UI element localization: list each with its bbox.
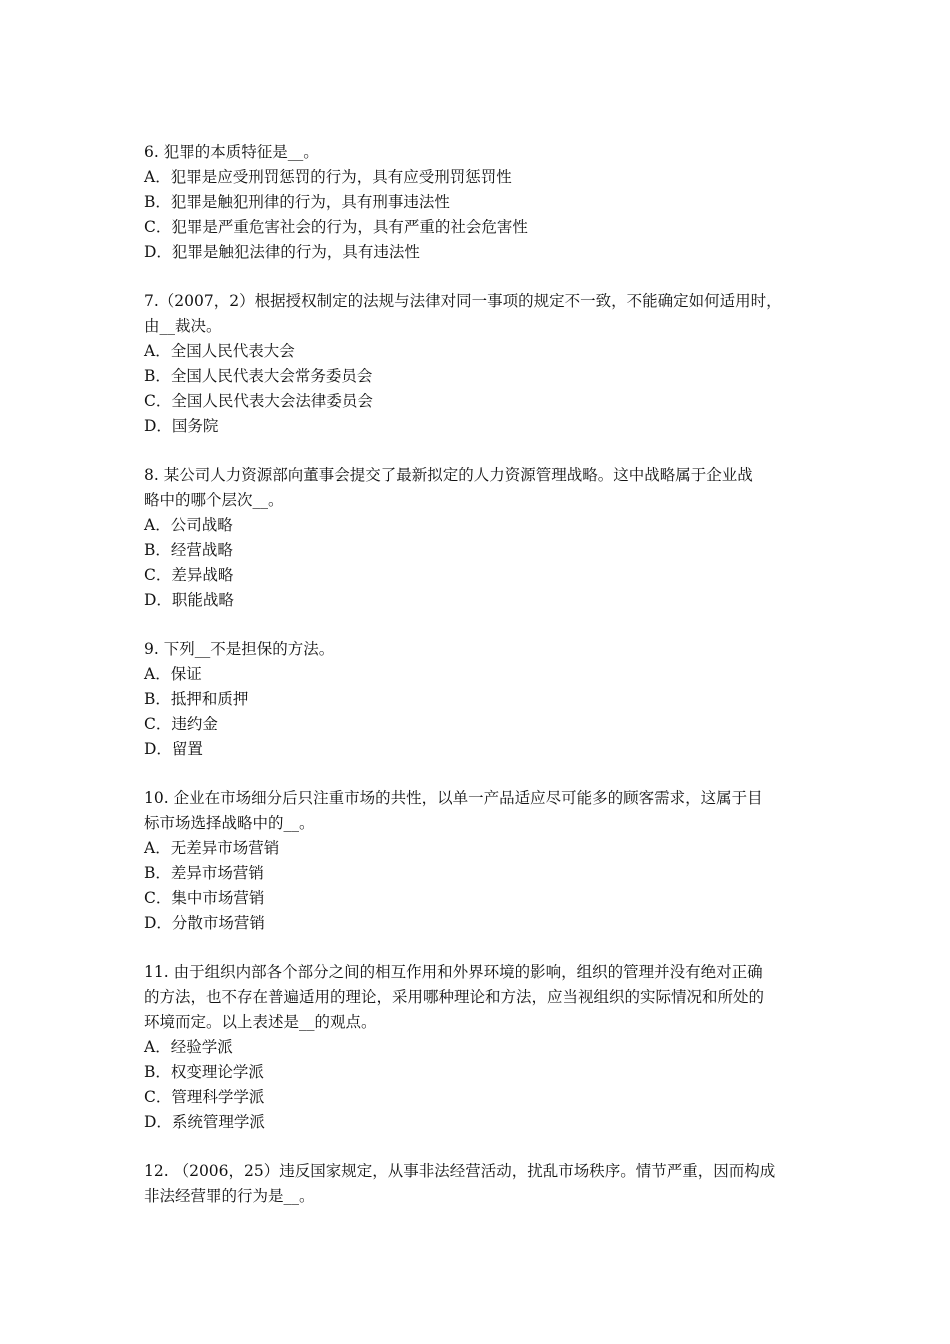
answer-option: D．系统管理学派 (144, 1113, 265, 1131)
question-stem-line: 非法经营罪的行为是__。 (144, 1187, 315, 1205)
answer-option: D．犯罪是触犯法律的行为，具有违法性 (144, 243, 420, 261)
answer-option: B．全国人民代表大会常务委员会 (144, 367, 373, 385)
question-stem (144, 289, 812, 339)
question-block (144, 463, 812, 613)
answer-option: C．集中市场营销 (144, 889, 265, 907)
question-stem (144, 786, 812, 836)
question-stem-line: 10. 企业在市场细分后只注重市场的共性，以单一产品适应尽可能多的顾客需求，这属于目 (144, 789, 763, 807)
answer-option: C．全国人民代表大会法律委员会 (144, 392, 373, 410)
answer-option: C．管理科学学派 (144, 1088, 265, 1106)
question-stem-line: 7.（2007，2）根据授权制定的法规与法律对同一事项的规定不一致，不能确定如何适用时， (144, 292, 782, 310)
question-block (144, 786, 812, 936)
answer-option: B．犯罪是触犯刑律的行为，具有刑事违法性 (144, 193, 450, 211)
answer-option: A．犯罪是应受刑罚惩罚的行为，具有应受刑罚惩罚性 (144, 168, 512, 186)
question-block (144, 140, 812, 265)
question-stem (144, 637, 812, 662)
answer-option: D．职能战略 (144, 591, 234, 609)
answer-option: B．差异市场营销 (144, 864, 264, 882)
question-stem (144, 463, 812, 513)
answer-option: C．犯罪是严重危害社会的行为，具有严重的社会危害性 (144, 218, 528, 236)
answer-option: A．保证 (144, 665, 202, 683)
answer-option: A．全国人民代表大会 (144, 342, 295, 360)
question-stem-line: 8. 某公司人力资源部向董事会提交了最新拟定的人力资源管理战略。这中战略属于企业战 (144, 466, 753, 484)
question-block (144, 1159, 812, 1209)
question-stem-line: 环境而定。以上表述是__的观点。 (144, 1013, 377, 1031)
question-block (144, 960, 812, 1135)
answer-option: D．分散市场营销 (144, 914, 265, 932)
question-stem-line: 11. 由于组织内部各个部分之间的相互作用和外界环境的影响，组织的管理并没有绝对正确 (144, 963, 763, 981)
question-stem-line: 12. （2006，25）违反国家规定，从事非法经营活动，扰乱市场秩序。情节严重，因而构成 (144, 1162, 776, 1180)
question-stem (144, 1159, 812, 1209)
question-stem-line: 由__裁决。 (144, 317, 222, 335)
question-stem-line: 略中的哪个层次__。 (144, 491, 284, 509)
answer-option: A．无差异市场营销 (144, 839, 280, 857)
question-stem (144, 140, 812, 165)
question-block (144, 637, 812, 762)
answer-option: D．留置 (144, 740, 203, 758)
question-list (144, 140, 812, 1233)
question-stem (144, 960, 812, 1035)
question-block (144, 289, 812, 439)
answer-option: C．差异战略 (144, 566, 234, 584)
answer-option: B．经营战略 (144, 541, 233, 559)
answer-option: C．违约金 (144, 715, 218, 733)
question-stem-line: 9. 下列__不是担保的方法。 (144, 640, 335, 658)
question-stem-line: 6. 犯罪的本质特征是__。 (144, 143, 319, 161)
question-stem-line: 标市场选择战略中的__。 (144, 814, 315, 832)
question-stem-line: 的方法，也不存在普遍适用的理论，采用哪种理论和方法，应当视组织的实际情况和所处的 (144, 988, 765, 1006)
answer-option: D．国务院 (144, 417, 219, 435)
answer-option: B．抵押和质押 (144, 690, 249, 708)
answer-option: A．公司战略 (144, 516, 233, 534)
answer-option: A．经验学派 (144, 1038, 233, 1056)
answer-option: B．权变理论学派 (144, 1063, 264, 1081)
